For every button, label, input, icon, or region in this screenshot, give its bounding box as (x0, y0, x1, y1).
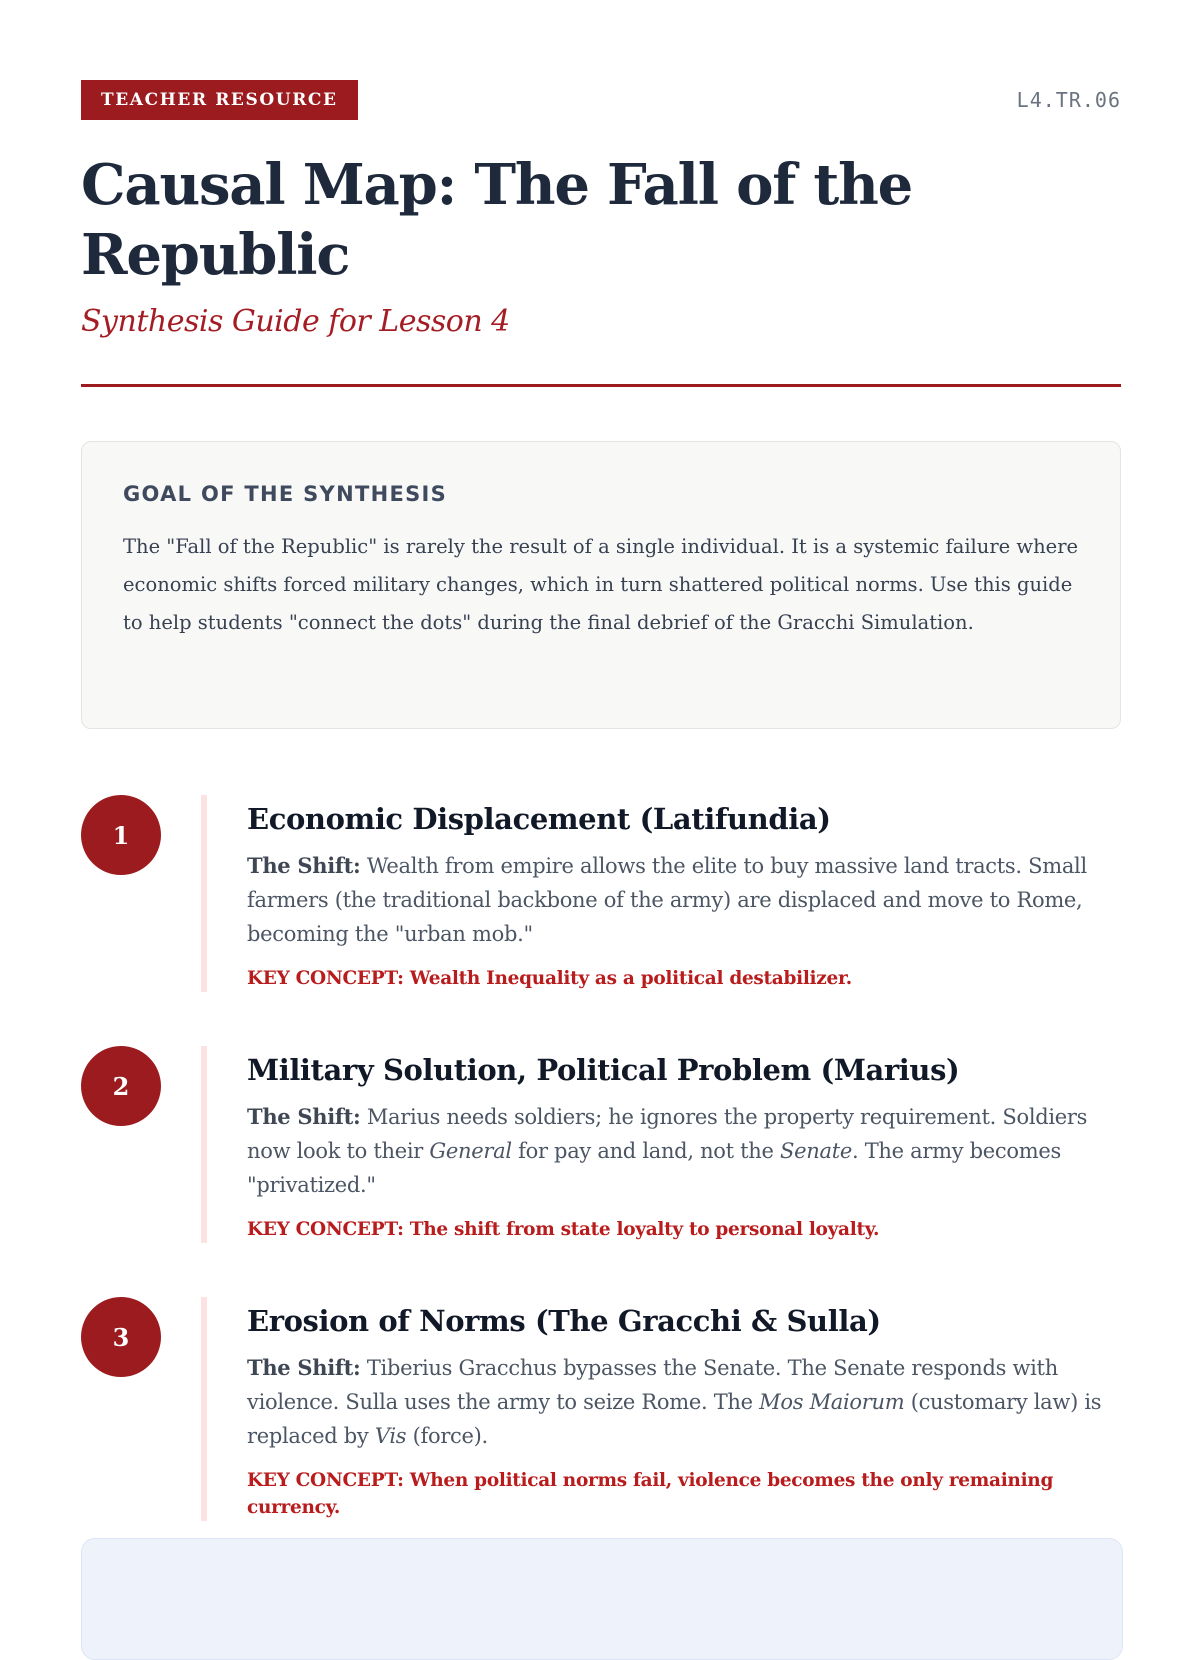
teacher-resource-page (81, 80, 1121, 1521)
step-body (201, 795, 1121, 992)
step-description (247, 1100, 1121, 1202)
goal-heading: GOAL OF THE SYNTHESIS (123, 482, 448, 506)
step-title: Erosion of Norms (The Gracchi & Sulla) (247, 1304, 881, 1338)
step-text-part: . The army becomes "privatized." (247, 1139, 1061, 1197)
next-section-panel (81, 1538, 1123, 1660)
causal-steps (81, 795, 1121, 1521)
goal-panel (81, 441, 1121, 729)
step-body (201, 1046, 1121, 1243)
step-number-badge: 2 (81, 1046, 161, 1126)
key-concept: KEY CONCEPT: When political norms fail, violence becomes the only remaining currency. (247, 1470, 1054, 1518)
header-bar (81, 80, 1121, 120)
step-title: Economic Displacement (Latifundia) (247, 802, 831, 836)
goal-text: The "Fall of the Republic" is rarely the result of a single individual. It is a systemic failure where economic shifts forced military changes, which in turn shattered political norms. Use this guide to help students "connect the dots" during the final debrief of the Gracchi Simulation. (123, 535, 1079, 634)
step-text-part: Wealth from empire allows the elite to buy massive land tracts. Small farmers (the traditional backbone of the army) are displaced and move to Rome, becoming the "urban mob." (247, 854, 1087, 946)
step-text-part: (force). (406, 1424, 488, 1448)
step-body (201, 1297, 1121, 1521)
emphasis-senate: Senate (780, 1139, 852, 1163)
page-subtitle: Synthesis Guide for Lesson 4 (81, 304, 510, 339)
step-economic-displacement (81, 795, 1121, 992)
key-concept: KEY CONCEPT: The shift from state loyalty to personal loyalty. (247, 1219, 880, 1240)
emphasis-general: General (429, 1139, 512, 1163)
step-title: Military Solution, Political Problem (Marius) (247, 1053, 960, 1087)
step-text-part: Marius needs soldiers; he ignores the property requirement. Soldiers now look to their (247, 1105, 1088, 1163)
teacher-resource-badge: TEACHER RESOURCE (81, 80, 358, 120)
key-concept: KEY CONCEPT: Wealth Inequality as a political destabilizer. (247, 968, 852, 989)
step-text-part: for pay and land, not the (511, 1139, 781, 1163)
document-code: L4.TR.06 (1016, 88, 1121, 112)
emphasis-mos-maiorum: Mos Maiorum (759, 1390, 905, 1414)
step-description (247, 1351, 1121, 1453)
header-divider (81, 384, 1121, 387)
step-text-part: Tiberius Gracchus bypasses the Senate. The Senate responds with violence. Sulla uses the army to seize Rome. The (247, 1356, 1058, 1414)
step-number-badge: 1 (81, 795, 161, 875)
shift-label: The Shift: (247, 1355, 361, 1380)
step-erosion-of-norms (81, 1297, 1121, 1521)
page-title: Causal Map: The Fall of the Republic (81, 152, 913, 288)
step-number-badge: 3 (81, 1297, 161, 1377)
emphasis-vis: Vis (374, 1424, 407, 1448)
step-text-part: (customary law) is replaced by (247, 1390, 1102, 1448)
shift-label: The Shift: (247, 1104, 361, 1129)
shift-label: The Shift: (247, 853, 361, 878)
step-description (247, 849, 1121, 951)
step-military-solution (81, 1046, 1121, 1243)
